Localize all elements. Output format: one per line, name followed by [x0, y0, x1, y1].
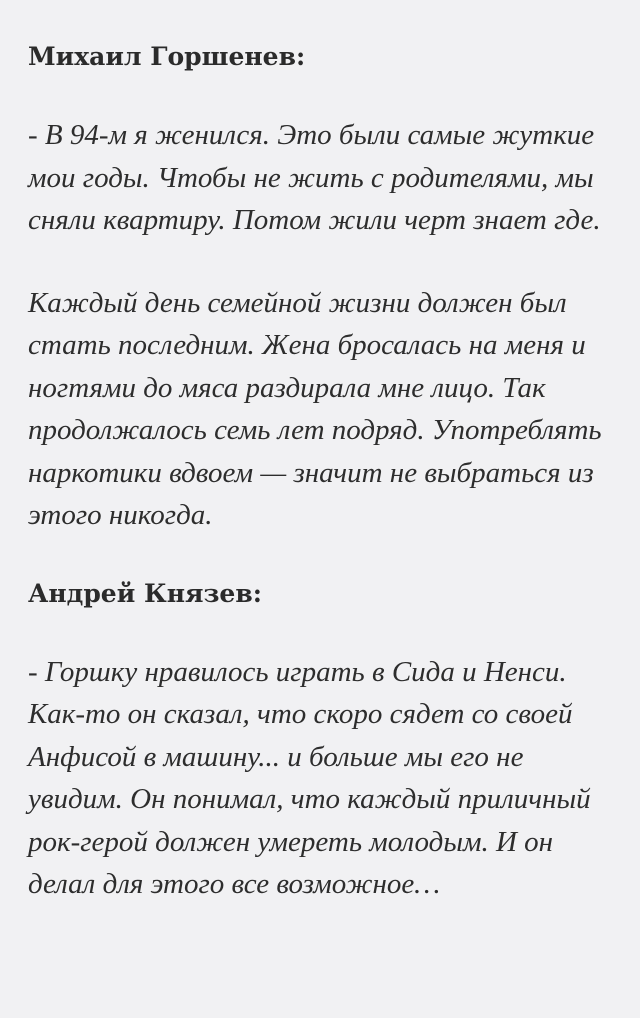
speaker-name: Михаил Горшенев:: [28, 42, 306, 71]
quote-paragraph: - Горшку нравилось играть в Сида и Ненси. Как-то он сказал, что скоро сядет со своей Анфисой в машину... и больше мы его не увидим. Он понимал, что каждый приличный рок-герой должен умереть молодым. И он делал для этого все возможное…: [28, 655, 591, 900]
quote-paragraph: Каждый день семейной жизни должен был стать последним. Жена бросалась на меня и ногтями до мяса раздирала мне лицо. Так продолжалось семь лет подряд. Употреблять наркотики вдвоем — значит не выбраться из этого никогда.: [28, 286, 602, 531]
quote-paragraph: - В 94-м я женился. Это были самые жуткие мои годы. Чтобы не жить с родителями, мы сняли квартиру. Потом жили черт знает где.: [28, 119, 601, 236]
speaker-name: Андрей Князев:: [28, 578, 262, 608]
